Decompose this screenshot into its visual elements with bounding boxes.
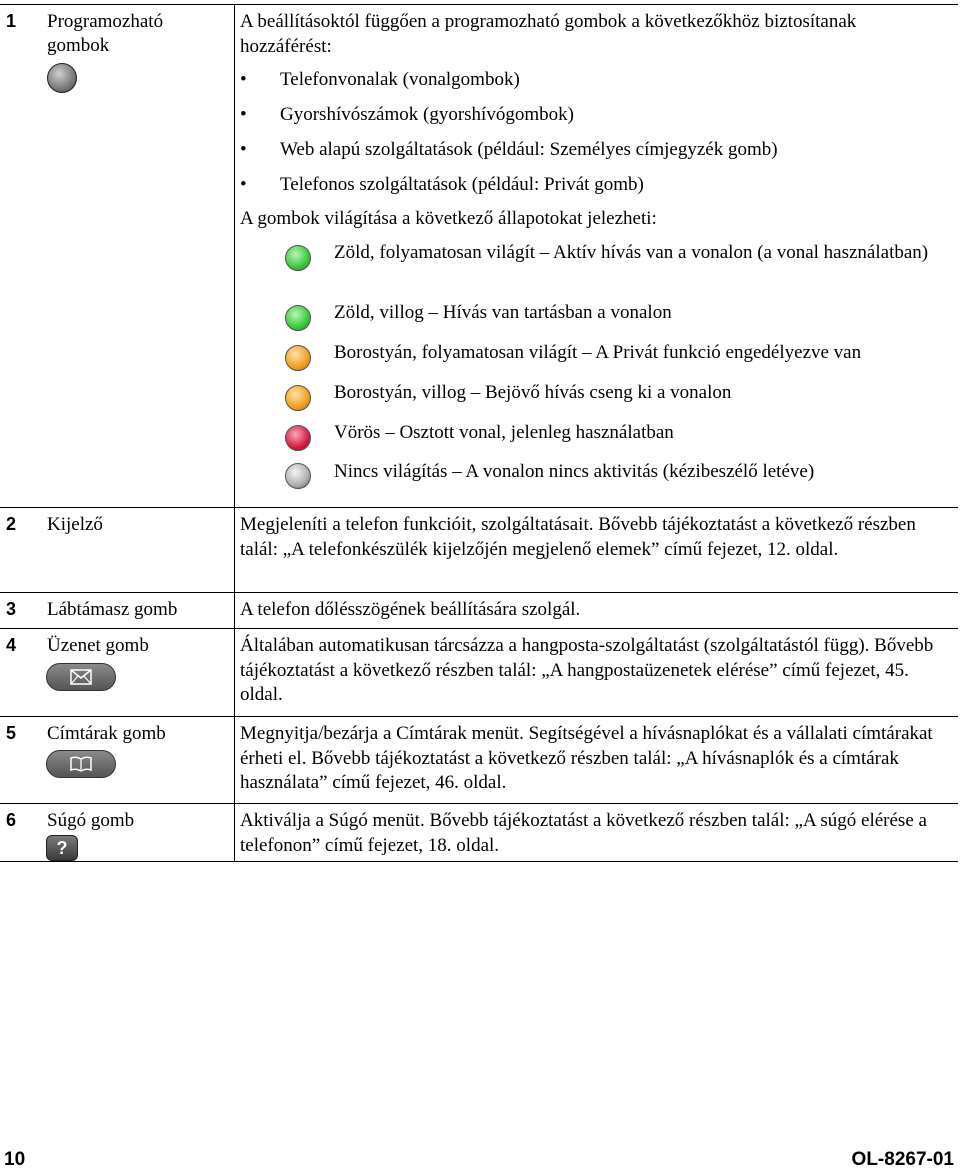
table-row-5 xyxy=(0,716,958,803)
row-name: Lábtámasz gomb xyxy=(47,599,178,620)
unlit-led-icon xyxy=(285,463,311,489)
row-description: Megnyitja/bezárja a Címtárak menüt. Segítségével a hívásnaplókat és a vállalati címtárakat érheti el. Bővebb tájékoztatást a következő részben talál: „A hívásnaplók és a címtárak használata” című fejezet, 46. oldal. xyxy=(240,723,933,793)
state-description: Zöld, folyamatosan világít – Aktív hívás van a vonalon (a vonal használatban) xyxy=(334,242,929,263)
bullet-item: Gyorshívószámok (gyorshívógombok) xyxy=(280,104,574,125)
bullet-icon: • xyxy=(240,174,247,195)
table-row-3 xyxy=(0,592,958,628)
row-description-intro: A beállításoktól függően a programozható gombok a következőkhöz biztosítanak hozzáférést: xyxy=(240,11,857,57)
messages-button-icon xyxy=(46,663,116,691)
bullet-icon: • xyxy=(240,104,247,125)
row-name: Programozható gombok xyxy=(47,11,164,56)
bullet-item: Telefonos szolgáltatások (például: Privát gomb) xyxy=(280,174,644,195)
envelope-icon xyxy=(70,669,92,685)
bullet-item: Telefonvonalak (vonalgombok) xyxy=(280,69,520,90)
table-row-6 xyxy=(0,803,958,862)
document-id: OL-8267-01 xyxy=(851,1149,954,1170)
help-button-icon: ? xyxy=(46,835,78,861)
row-name: Üzenet gomb xyxy=(47,635,149,656)
bullet-icon: • xyxy=(240,69,247,90)
feature-table xyxy=(0,4,958,862)
book-icon xyxy=(69,756,93,772)
page-number: 10 xyxy=(4,1149,26,1170)
row-number: 4 xyxy=(6,635,17,655)
state-description: Vörös – Osztott vonal, jelenleg használatban xyxy=(334,422,674,443)
state-description: Zöld, villog – Hívás van tartásban a vonalon xyxy=(334,302,672,323)
row-description: Megjeleníti a telefon funkcióit, szolgáltatásait. Bővebb tájékoztatást a következő részben talál: „A telefonkészülék kijelzőjén megjelenő elemek” című fejezet, 12. oldal. xyxy=(240,514,916,560)
row-number: 1 xyxy=(6,11,17,31)
row-number: 3 xyxy=(6,599,17,619)
programmable-button-icon xyxy=(47,63,77,93)
state-description: Nincs világítás – A vonalon nincs aktivitás (kézibeszélő letéve) xyxy=(334,461,815,482)
row-name: Címtárak gomb xyxy=(47,723,166,744)
row-number: 5 xyxy=(6,723,17,743)
states-intro: A gombok világítása a következő állapotokat jelezheti: xyxy=(240,208,657,229)
amber-blink-led-icon xyxy=(285,385,311,411)
red-led-icon xyxy=(285,425,311,451)
state-description: Borostyán, villog – Bejövő hívás cseng ki a vonalon xyxy=(334,382,732,403)
row-name: Súgó gomb xyxy=(47,810,135,831)
table-row-1 xyxy=(0,4,958,507)
state-description: Borostyán, folyamatosan világít – A Privát funkció engedélyezve van xyxy=(334,342,862,363)
row-number: 6 xyxy=(6,810,17,830)
green-led-icon xyxy=(285,245,311,271)
row-name: Kijelző xyxy=(47,514,103,535)
amber-led-icon xyxy=(285,345,311,371)
table-row-2 xyxy=(0,507,958,592)
row-number: 2 xyxy=(6,514,17,534)
row-description: Aktiválja a Súgó menüt. Bővebb tájékoztatást a következő részben talál: „A súgó elérése a telefonon” című fejezet, 18. oldal. xyxy=(240,810,927,856)
row-description: Általában automatikusan tárcsázza a hangposta-szolgáltatást (szolgáltatástól függ). Bővebb tájékoztatást a következő részben talál: „A hangpostaüzenetek elérése” című fejezet, 45. oldal. xyxy=(240,635,934,705)
bullet-icon: • xyxy=(240,139,247,160)
table-row-4 xyxy=(0,628,958,716)
row-description: A telefon dőlésszögének beállítására szolgál. xyxy=(240,599,581,620)
directories-button-icon xyxy=(46,750,116,778)
bullet-item: Web alapú szolgáltatások (például: Személyes címjegyzék gomb) xyxy=(280,139,778,160)
green-blink-led-icon xyxy=(285,305,311,331)
